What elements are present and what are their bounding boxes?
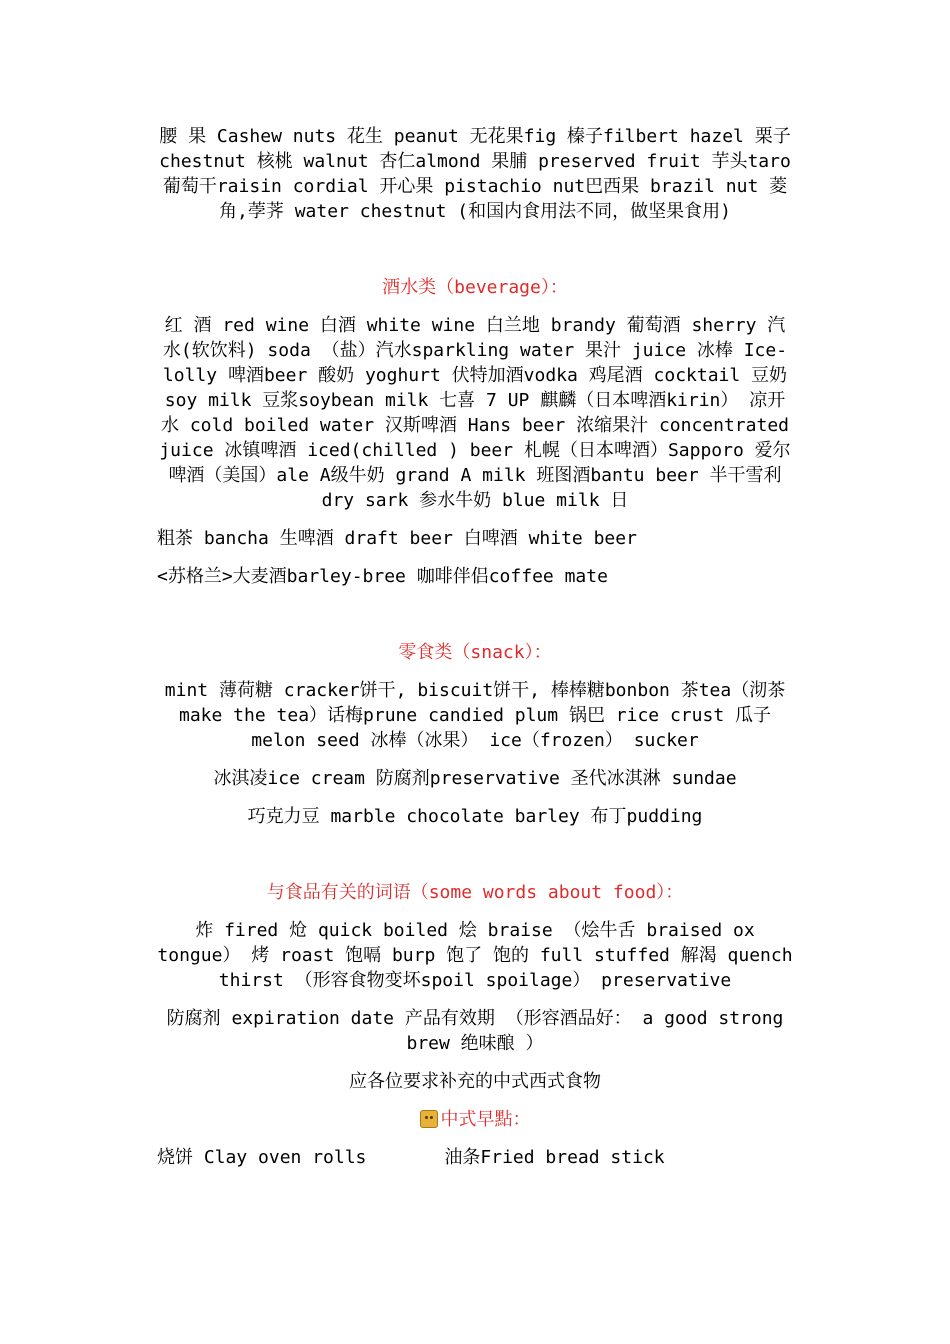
breakfast-item-fried-bread-stick: 油条Fried bread stick xyxy=(444,1147,665,1168)
face-emoji-icon xyxy=(420,1110,438,1128)
beverage-line-barley: <苏格兰>大麦酒barley-bree 咖啡伴侣coffee mate xyxy=(157,566,608,587)
spacer xyxy=(157,665,793,678)
spacer xyxy=(157,905,793,918)
spacer xyxy=(157,513,793,526)
snack-paragraph: mint 薄荷糖 cracker饼干, biscuit饼干, 棒棒糖bonbon 茶tea（沏茶 make the tea）话梅prune candied plum 锅巴 rice crust 瓜子 melon seed 冰棒（冰果） ice（frozen） sucker xyxy=(164,680,786,751)
beverage-line-tea-beer: 粗茶 bancha 生啤酒 draft beer 白啤酒 white beer xyxy=(157,528,637,549)
food-words-heading: 与食品有关的词语（some words about food）： xyxy=(266,882,684,903)
spacer xyxy=(157,993,793,1006)
spacer xyxy=(157,1056,793,1069)
breakfast-line xyxy=(157,1145,793,1170)
spacer xyxy=(157,753,793,766)
breakfast-heading-text: 中式早點： xyxy=(440,1109,531,1130)
supplement-note: 应各位要求补充的中式西式食物 xyxy=(349,1071,601,1092)
spacer xyxy=(157,300,793,313)
spacer xyxy=(157,589,793,640)
spacer xyxy=(157,791,793,804)
snack-line-chocolate: 巧克力豆 marble chocolate barley 布丁pudding xyxy=(247,806,703,827)
beverage-heading: 酒水类（beverage）： xyxy=(382,277,568,298)
document-page xyxy=(157,124,793,1170)
snack-line-icecream: 冰淇凌ice cream 防腐剂preservative 圣代冰淇淋 sundae xyxy=(213,768,737,789)
spacer xyxy=(157,829,793,880)
breakfast-heading xyxy=(157,1107,793,1132)
food-words-paragraph: 炸 fired 炝 quick boiled 烩 braise （烩牛舌 braised ox tongue） 烤 roast 饱嗝 burp 饱了 饱的 full stuffed 解渴 quench thirst （形容食物变坏spoil spoilage） preservative xyxy=(157,920,793,991)
spacer xyxy=(157,551,793,564)
spacer xyxy=(157,1094,793,1107)
breakfast-item-clay-oven-rolls: 烧饼 Clay oven rolls xyxy=(157,1147,367,1168)
beverage-paragraph: 红 酒 red wine 白酒 white wine 白兰地 brandy 葡萄酒 sherry 汽水(软饮料) soda （盐）汽水sparkling water 果汁 juice 冰棒 Ice-lolly 啤酒beer 酸奶 yoghurt 伏特加酒vodka 鸡尾酒 cocktail 豆奶 soy milk 豆浆soybean milk 七喜 7 UP 麒麟（日本啤酒kirin） 凉开水 cold boiled water 汉斯啤酒 Hans beer 浓缩果汁 concentrated juice 冰镇啤酒 iced(chilled ) beer 札幌（日本啤酒）Sapporo 爱尔啤酒（美国）ale A级牛奶 grand A milk 班图酒bantu beer 半干雪利 dry sark 参水牛奶 blue milk 日 xyxy=(159,315,791,511)
food-words-line-expiration: 防腐剂 expiration date 产品有效期 （形容酒品好： a good strong brew 绝味酿 ） xyxy=(166,1008,784,1054)
spacer xyxy=(157,224,793,275)
spacer xyxy=(157,1132,793,1145)
nuts-paragraph: 腰 果 Cashew nuts 花生 peanut 无花果fig 榛子filbert hazel 栗子chestnut 核桃 walnut 杏仁almond 果脯 preserved fruit 芋头taro 葡萄干raisin cordial 开心果 pistachio nut巴西果 brazil nut 菱角,荸荠 water chestnut (和国内食用法不同，做坚果食用) xyxy=(159,126,791,222)
snack-heading: 零食类（snack）： xyxy=(398,642,552,663)
